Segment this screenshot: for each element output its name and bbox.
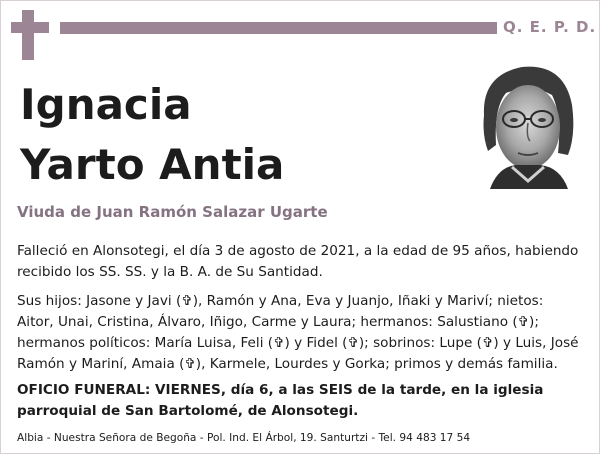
header-divider [60, 22, 497, 34]
funeral-details: OFICIO FUNERAL: VIERNES, día 6, a las SEIS de la tarde, en la iglesia parroquial de San Bartolomé, de Alonsotegi. [17, 382, 544, 419]
deceased-last-name: Yarto Antia [20, 140, 285, 189]
death-notice: Falleció en Alonsotegi, el día 3 de agosto de 2021, a la edad de 95 años, habiendo recibido los SS. SS. y la B. A. de Su Santidad. [17, 243, 579, 280]
qepd-label: Q. E. P. D. [503, 18, 597, 36]
widow-of-line: Viuda de Juan Ramón Salazar Ugarte [17, 203, 328, 221]
deceased-portrait [472, 55, 580, 189]
family-list: Sus hijos: Jasone y Javi (✞), Ramón y Ana, Eva y Juanjo, Iñaki y Mariví; nietos: Aitor, Unai, Cristina, Álvaro, Iñigo, Carme y Laura; hermanos: Salustiano (✞); hermanos políticos: María Luisa, Feli (✞) y Fidel (✞); sobrinos: Lupe (✞) y Luis, José Ramón y Mariní, Amaia (✞), Karmele, Lourdes y Gorka; primos y demás familia. [17, 293, 579, 372]
deceased-first-name: Ignacia [20, 80, 192, 129]
portrait-image [472, 55, 580, 189]
cross-icon-bar [11, 22, 49, 33]
cross-icon [22, 10, 34, 60]
funeral-home-footer: Albia - Nuestra Señora de Begoña - Pol. Ind. El Árbol, 19. Santurtzi - Tel. 94 483 17 54 [17, 432, 471, 444]
